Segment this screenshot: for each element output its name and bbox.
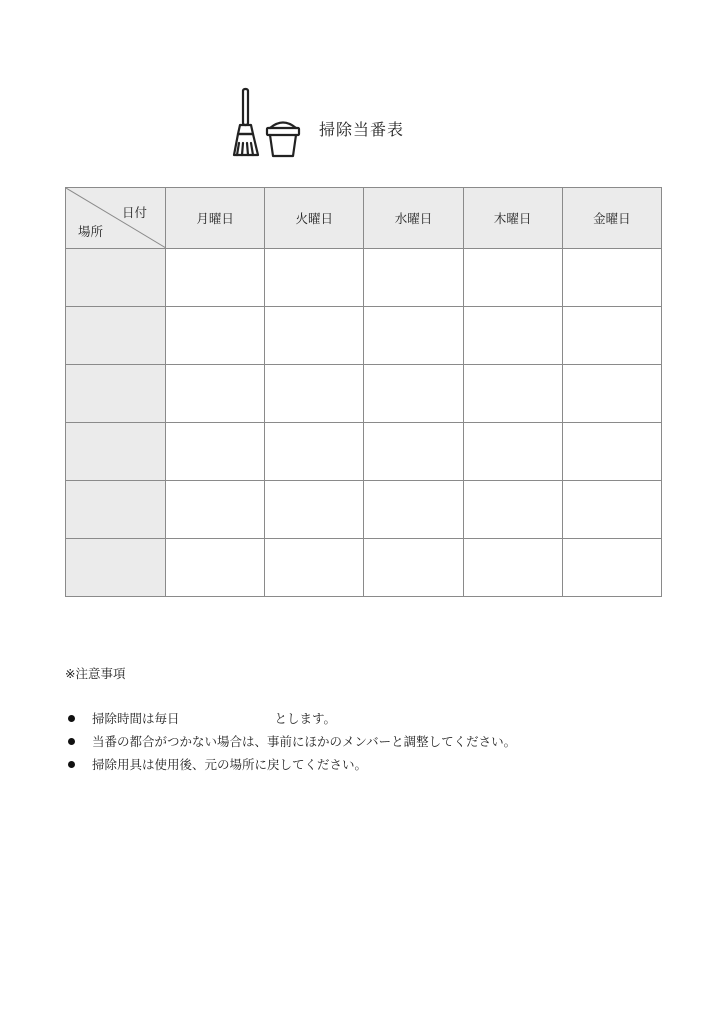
day-header-friday: 金曜日 bbox=[562, 188, 661, 249]
broom-icon bbox=[228, 86, 264, 160]
notes-section bbox=[65, 664, 685, 779]
list-item bbox=[65, 756, 685, 779]
table-row bbox=[66, 539, 662, 597]
duty-cell[interactable] bbox=[463, 423, 562, 481]
table-header-row bbox=[66, 188, 662, 249]
duty-cell[interactable] bbox=[265, 481, 364, 539]
duty-cell[interactable] bbox=[364, 539, 463, 597]
list-item bbox=[65, 733, 685, 756]
duty-cell[interactable] bbox=[562, 249, 661, 307]
place-cell[interactable] bbox=[66, 249, 166, 307]
place-cell[interactable] bbox=[66, 481, 166, 539]
duty-cell[interactable] bbox=[463, 539, 562, 597]
duty-cell[interactable] bbox=[166, 423, 265, 481]
day-header-monday: 月曜日 bbox=[166, 188, 265, 249]
duty-cell[interactable] bbox=[166, 365, 265, 423]
day-header-tuesday: 火曜日 bbox=[265, 188, 364, 249]
duty-cell[interactable] bbox=[463, 365, 562, 423]
duty-cell[interactable] bbox=[265, 539, 364, 597]
page-title: 掃除当番表 bbox=[319, 120, 405, 139]
cleaning-schedule-table bbox=[65, 187, 662, 597]
duty-cell[interactable] bbox=[166, 481, 265, 539]
note-text: 当番の都合がつかない場合は、事前にほかのメンバーと調整してください。 bbox=[92, 734, 517, 749]
duty-cell[interactable] bbox=[364, 249, 463, 307]
place-cell[interactable] bbox=[66, 307, 166, 365]
duty-cell[interactable] bbox=[265, 307, 364, 365]
duty-cell[interactable] bbox=[562, 423, 661, 481]
duty-cell[interactable] bbox=[463, 307, 562, 365]
duty-cell[interactable] bbox=[166, 307, 265, 365]
day-header-thursday: 木曜日 bbox=[463, 188, 562, 249]
table-row bbox=[66, 481, 662, 539]
title-block bbox=[228, 86, 488, 160]
corner-cell bbox=[66, 188, 166, 249]
duty-cell[interactable] bbox=[166, 539, 265, 597]
table-row bbox=[66, 307, 662, 365]
corner-label-date: 日付 bbox=[121, 205, 147, 220]
bucket-icon bbox=[265, 119, 301, 159]
table-row bbox=[66, 365, 662, 423]
notes-list bbox=[65, 710, 685, 779]
day-header-wednesday: 水曜日 bbox=[364, 188, 463, 249]
place-cell[interactable] bbox=[66, 365, 166, 423]
duty-cell[interactable] bbox=[265, 365, 364, 423]
duty-cell[interactable] bbox=[364, 365, 463, 423]
place-cell[interactable] bbox=[66, 423, 166, 481]
duty-cell[interactable] bbox=[562, 539, 661, 597]
note-text-before-blank: 掃除時間は毎日 bbox=[92, 711, 180, 726]
duty-cell[interactable] bbox=[166, 249, 265, 307]
table-row bbox=[66, 423, 662, 481]
duty-cell[interactable] bbox=[265, 249, 364, 307]
place-cell[interactable] bbox=[66, 539, 166, 597]
duty-cell[interactable] bbox=[562, 365, 661, 423]
note-text: 掃除用具は使用後、元の場所に戻してください。 bbox=[92, 757, 368, 772]
corner-label-place: 場所 bbox=[78, 224, 104, 239]
duty-cell[interactable] bbox=[463, 481, 562, 539]
duty-cell[interactable] bbox=[463, 249, 562, 307]
list-item bbox=[65, 710, 685, 733]
duty-cell[interactable] bbox=[364, 307, 463, 365]
table-row bbox=[66, 249, 662, 307]
duty-cell[interactable] bbox=[562, 481, 661, 539]
duty-cell[interactable] bbox=[265, 423, 364, 481]
note-text-after-blank: とします。 bbox=[274, 711, 337, 726]
duty-cell[interactable] bbox=[562, 307, 661, 365]
duty-cell[interactable] bbox=[364, 423, 463, 481]
notes-title: ※注意事項 bbox=[65, 666, 126, 681]
duty-cell[interactable] bbox=[364, 481, 463, 539]
